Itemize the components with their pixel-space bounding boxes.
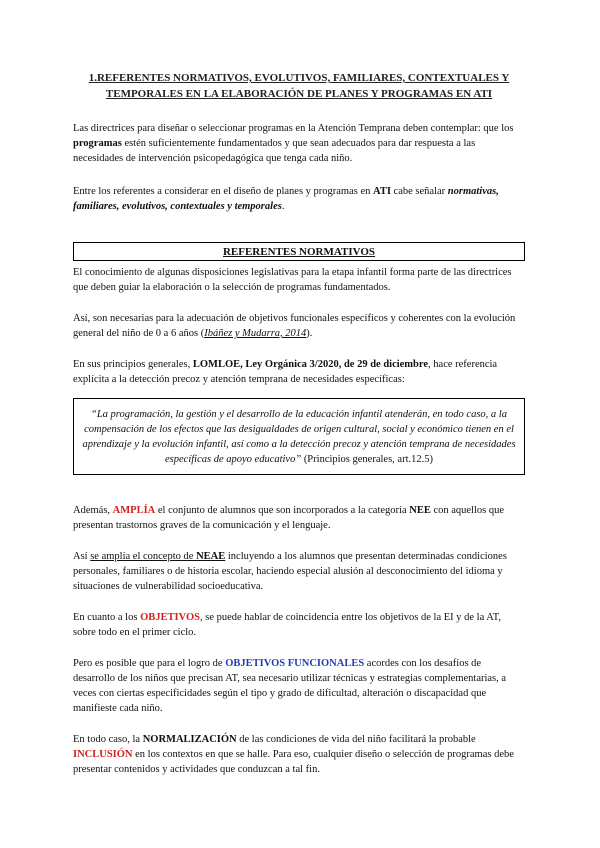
section-paragraph-5 xyxy=(73,549,525,594)
emphasis-programas: programas xyxy=(73,138,122,149)
highlight-amplia: AMPLÍA xyxy=(112,505,156,516)
text-run: ). xyxy=(306,328,313,339)
section-paragraph-4 xyxy=(73,503,525,533)
document-title xyxy=(73,70,525,102)
text-run: acordes con los desafíos de desarrollo de los niños que precisan AT, sea necesario utilizar técnicas y estrategias complementarias, a veces con ciertas especificidades según el tipo y grado de dificultad, alteración o discapacidad que manifieste cada niño. xyxy=(73,658,507,714)
text-run: En todo caso, la xyxy=(73,734,143,745)
text-run: En sus principios generales, xyxy=(73,359,193,370)
section-paragraph-1 xyxy=(73,265,525,295)
text-run: el conjunto de alumnos que son incorporados a la categoría xyxy=(155,505,410,516)
emphasis-ati: ATI xyxy=(373,186,391,197)
section-paragraph-3 xyxy=(73,357,525,387)
emphasis-neae: NEAE xyxy=(196,551,226,562)
text-run: Entre los referentes a considerar en el diseño de planes y programas en xyxy=(73,186,374,197)
text-run: , se puede hablar de coincidencia entre los objetivos de la EI y de la AT, sobre todo en el primer ciclo. xyxy=(73,612,501,638)
text-run: En cuanto a los xyxy=(73,612,141,623)
section-paragraph-8 xyxy=(73,732,525,777)
text-run: . xyxy=(281,201,285,212)
text-run: Además, xyxy=(73,505,113,516)
law-quote-box xyxy=(73,398,525,475)
intro-paragraph-2 xyxy=(73,184,525,214)
emphasis-referentes: normativas, familiares, evolutivos, contextuales y temporales xyxy=(73,186,499,212)
intro-paragraph-1 xyxy=(73,121,525,166)
section-heading: REFERENTES NORMATIVOS xyxy=(222,246,376,258)
emphasis-nee: NEE xyxy=(409,505,431,516)
text-run: de las condiciones de vida del niño facilitará la probable xyxy=(236,734,476,745)
section-paragraph-2 xyxy=(73,311,525,341)
text-run: Las directrices para diseñar o seleccionar programas en la Atención Temprana deben contemplar: que los xyxy=(73,123,514,134)
emphasis-normalizacion: NORMALIZACIÓN xyxy=(142,734,237,745)
text-run: Pero es posible que para el logro de xyxy=(73,658,226,669)
title-line-2: TEMPORALES EN LA ELABORACIÓN DE PLANES Y PROGRAMAS EN ATI xyxy=(105,88,493,100)
law-quote-source: (Principios generales, art.12.5) xyxy=(301,454,433,465)
text-run: Así xyxy=(73,551,91,562)
citation: Ibáñez y Mudarra, 2014 xyxy=(204,328,307,339)
text-run: en los contextos en que se halle. Para eso, cualquier diseño o selección de programas debe presentar contenidos y actividades que conduzcan a tal fin. xyxy=(73,749,514,775)
text-run: estén suficientemente fundamentados y que sean adecuados para dar respuesta a las necesidades de intervención psicopedagógica que tenga cada niño. xyxy=(73,138,476,164)
underlined-run: se amplía el concepto de xyxy=(90,551,197,562)
section-paragraph-6 xyxy=(73,610,525,640)
title-line-1: 1.REFERENTES NORMATIVOS, EVOLUTIVOS, FAMILIARES, CONTEXTUALES Y xyxy=(88,72,510,84)
text-run: cabe señalar xyxy=(390,186,448,197)
law-reference: LOMLOE, Ley Orgánica 3/2020, de 29 de diciembre xyxy=(192,359,429,370)
text-run: , hace referencia explícita a la detección precoz y atención temprana de necesidades específicas: xyxy=(73,359,498,385)
text-run: incluyendo a los alumnos que presentan determinadas condiciones personales, familiares o de historia escolar, haciendo especial alusión al desconocimiento del idioma y situaciones de vulnerabilidad socioeducativa. xyxy=(73,551,507,592)
text-run: con aquellos que presentan trastornos graves de la comunicación y el lenguaje. xyxy=(73,505,505,531)
highlight-objetivos: OBJETIVOS xyxy=(140,612,200,623)
highlight-inclusion: INCLUSIÓN xyxy=(73,749,133,760)
section-heading-box xyxy=(73,242,525,261)
text-run: El conocimiento de algunas disposiciones legislativas para la etapa infantil forma parte de las directrices que deben guiar la elaboración o la selección de programas fundamentados. xyxy=(73,267,512,293)
highlight-objetivos-funcionales: OBJETIVOS FUNCIONALES xyxy=(225,658,365,669)
law-quote: “La programación, la gestión y el desarrollo de la educación infantil atenderán, en todo caso, a la compensación de los efectos que las desigualdades de origen cultural, social y económico tienen en el aprendizaje y la evolución infantil, así como a la detección precoz y atención temprana de necesidades específicas de apoyo educativo” xyxy=(82,409,516,465)
document-page xyxy=(73,70,525,777)
section-paragraph-7 xyxy=(73,656,525,716)
text-run: Así, son necesarias para la adecuación de objetivos funcionales específicos y coherentes con la evolución general del niño de 0 a 6 años ( xyxy=(73,313,516,339)
